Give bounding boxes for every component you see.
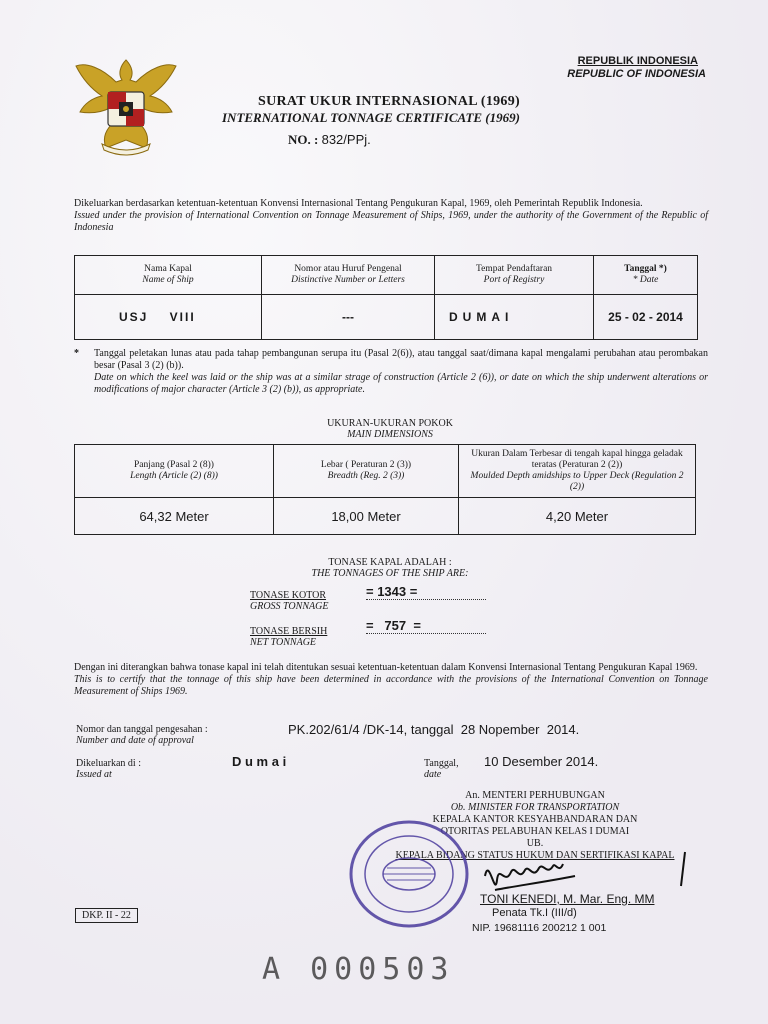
issued-at-label-en: Issued at — [76, 769, 112, 780]
signatory-line-2: Ob. MINISTER FOR TRANSPORTATION — [450, 802, 620, 813]
certify-text-id: Dengan ini diterangkan bahwa tonase kapal ini telah ditentukan sesuai ketentuan-ketentuan dalam Konvensi Internasional Tentang Pengukuran Kapal 1969. — [74, 662, 698, 673]
date-header — [594, 256, 698, 295]
port-registry-header — [435, 256, 594, 295]
signatory-nip: NIP. 19681116 200212 1 001 — [472, 922, 607, 934]
header-en: Distinctive Number or Letters — [291, 275, 405, 285]
distinctive-number-header — [262, 256, 435, 295]
header-id: Nomor atau Huruf Pengenal — [294, 264, 402, 274]
issued-date-label — [424, 758, 459, 780]
approval-label-en: Number and date of approval — [76, 735, 194, 746]
intro-paragraph — [74, 198, 708, 234]
ship-name-value: USJ VIII — [75, 295, 262, 340]
depth-header — [459, 445, 696, 498]
header-id: Tanggal *) — [624, 264, 667, 274]
republic-name-id: REPUBLIK INDONESIA — [577, 55, 698, 67]
header-id: Tempat Pendaftaran — [475, 264, 553, 274]
header-id: Panjang (Pasal 2 (8)) — [134, 460, 214, 470]
ship-details-table — [74, 255, 698, 340]
breadth-value: 18,00 Meter — [274, 498, 459, 535]
breadth-header — [274, 445, 459, 498]
signatory-name: TONI KENEDI, M. Mar. Eng. MM — [480, 892, 655, 906]
note-text-id: Tanggal peletakan lunas atau pada tahap pembangunan serupa itu (Pasal 2(6)), atau tanggal saat/dimana kapal mengalami perubahan atau perombakan besar (Pasal 3 (2) (b)). — [94, 348, 708, 371]
certificate-title-id: SURAT UKUR INTERNASIONAL (1969) — [258, 94, 520, 109]
header-en: Breadth (Reg. 2 (3)) — [327, 471, 405, 481]
garuda-emblem-icon — [72, 52, 180, 156]
gross-tonnage-value: = 1343 = — [366, 584, 486, 600]
main-dimensions-table — [74, 444, 696, 535]
signatory-line-1: An. MENTERI PERHUBUNGAN — [465, 790, 605, 801]
issued-at-label — [76, 758, 141, 780]
tonnage-title-id: TONASE KAPAL ADALAH : — [328, 557, 452, 568]
approval-value: PK.202/61/4 /DK-14, tanggal 28 Nopember 2014. — [288, 722, 580, 737]
certificate-title-en: INTERNATIONAL TONNAGE CERTIFICATE (1969) — [222, 110, 520, 125]
intro-text-id: Dikeluarkan berdasarkan ketentuan-ketentuan Konvensi Internasional Tentang Pengukuran Kapal, 1969, oleh Pemerintah Republik Indonesia. — [74, 198, 643, 209]
tonnage-title — [250, 557, 530, 579]
header-en: Name of Ship — [142, 275, 194, 285]
certificate-number-value: 832/PPj. — [321, 132, 371, 147]
signatory-line-6: KEPALA BIDANG STATUS HUKUM DAN SERTIFIKASI KAPAL — [395, 850, 675, 861]
issued-at-value: D u m a i — [232, 754, 287, 769]
official-stamp — [347, 818, 471, 930]
dimensions-title-en: MAIN DIMENSIONS — [347, 429, 433, 440]
net-label-id: TONASE BERSIH — [250, 626, 328, 637]
approval-label-id: Nomor dan tanggal pengesahan : — [76, 724, 208, 735]
signatory-line-3: KEPALA KANTOR KESYAHBANDARAN DAN — [432, 814, 638, 825]
length-header — [75, 445, 274, 498]
net-tonnage-label — [250, 626, 327, 648]
form-code: DKP. II - 22 — [75, 908, 138, 923]
tonnage-title-en: THE TONNAGES OF THE SHIP ARE: — [311, 568, 469, 579]
length-value: 64,32 Meter — [75, 498, 274, 535]
certify-paragraph — [74, 662, 708, 698]
header-en: * Date — [632, 275, 659, 285]
signatory-line-5: UB. — [526, 838, 544, 849]
signatory-rank: Penata Tk.I (III/d) — [492, 907, 577, 919]
header-en: Port of Registry — [483, 275, 545, 285]
note-text-en: Date on which the keel was laid or the ship was at a similar strage of construction (Article 2 (6)), or date on which the ship underwent alterations or modifications of major character (Article 3 (2) (b)), as appropriate. — [94, 372, 708, 395]
distinctive-number-value: --- — [262, 295, 435, 340]
issued-date-value: 10 Desember 2014. — [484, 754, 599, 769]
port-registry-value: DUMAI — [435, 295, 594, 340]
header-id: Ukuran Dalam Terbesar di tengah kapal hingga geladak teratas (Peraturan 2 (2)) — [471, 449, 683, 470]
gross-tonnage-label — [250, 590, 328, 612]
certificate-number — [288, 132, 371, 148]
signatory-line-4: OTORITAS PELABUHAN KELAS I DUMAI — [440, 826, 630, 837]
depth-value: 4,20 Meter — [459, 498, 696, 535]
note-paragraph — [94, 348, 708, 396]
certify-text-en: This is to certify that the tonnage of this ship have been determined in accordance with the provisions of the International Convention on Tonnage Measurement of Ships 1969. — [74, 674, 708, 697]
serial-number: A 000503 — [262, 952, 455, 987]
dimensions-title-id: UKURAN-UKURAN POKOK — [327, 418, 453, 429]
net-tonnage-value: = 757 = — [366, 618, 486, 634]
issued-at-label-id: Dikeluarkan di : — [76, 758, 141, 769]
net-label-en: NET TONNAGE — [250, 637, 317, 648]
issued-date-label-id: Tanggal, — [424, 758, 459, 769]
dimensions-title — [250, 418, 530, 440]
header-en: Length (Article (2) (8)) — [130, 471, 218, 481]
issued-date-label-en: date — [424, 769, 442, 780]
ship-name-header — [75, 256, 262, 295]
approval-label — [76, 724, 208, 746]
note-bullet: * — [74, 348, 79, 359]
header-id: Nama Kapal — [144, 264, 192, 274]
gross-label-id: TONASE KOTOR — [250, 590, 327, 601]
date-value: 25 - 02 - 2014 — [594, 295, 698, 340]
header-id: Lebar ( Peraturan 2 (3)) — [320, 460, 412, 470]
certificate-number-label: NO. : — [288, 132, 319, 147]
republic-name-en: REPUBLIC OF INDONESIA — [567, 68, 706, 80]
intro-text-en: Issued under the provision of International Convention on Tonnage Measurement of Ships, 1969, under the authority of the Government of the Republic of Indonesia — [74, 210, 708, 233]
gross-label-en: GROSS TONNAGE — [250, 601, 329, 612]
header-en: Moulded Depth amidships to Upper Deck (Regulation 2 (2)) — [470, 471, 684, 492]
